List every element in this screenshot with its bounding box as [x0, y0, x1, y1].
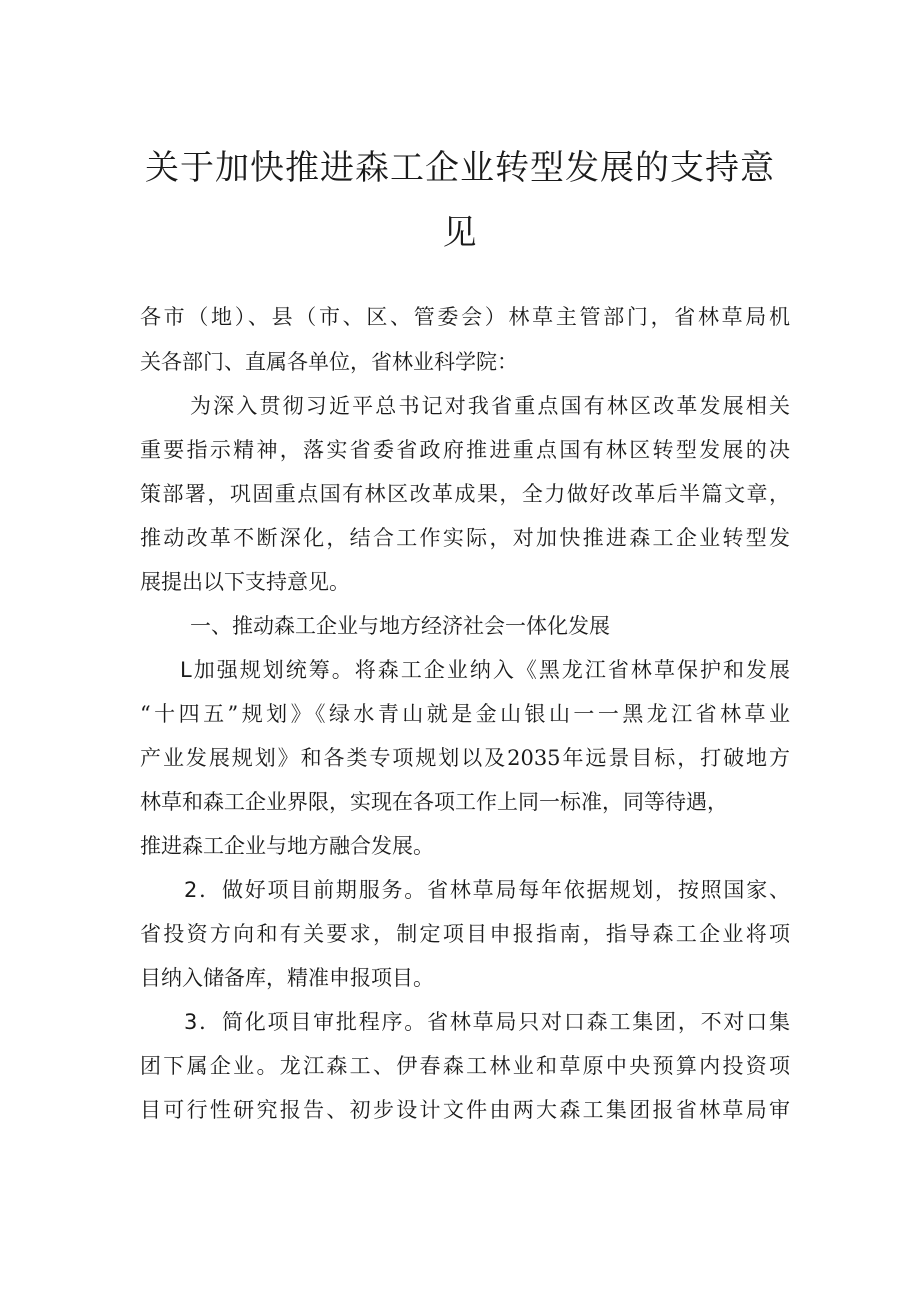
- item-3-first-rest: 省林草局只对口森工集团，不对口集: [427, 1010, 790, 1034]
- document-title-line-1: 关于加快推进森工企业转型发展的支持意: [145, 148, 775, 188]
- item-2-first-rest: 省林草局每年依据规划，按照国家、: [427, 878, 790, 902]
- addressee-line-1: 各市（地）、县（市、区、管委会）林草主管部门，省林草局机: [140, 305, 790, 329]
- intro-line-1: 为深入贯彻习近平总书记对我省重点国有林区改革发展相关: [190, 394, 790, 418]
- item-1-line-4: 林草和森工企业界限，实现在各项工作上同一标准，同等待遇，: [140, 790, 728, 814]
- item-3-lead: 3．简化项目审批程序。: [184, 1010, 428, 1034]
- item-1-line-3: 产业发展规划》和各类专项规划以及2035年远景目标，打破地方: [140, 746, 790, 770]
- intro-line-3: 策部署，巩固重点国有林区改革成果，全力做好改革后半篇文章，: [140, 482, 790, 506]
- item-1-line-2: “十四五”规划》《绿水青山就是金山银山一一黑龙江省林草业: [140, 702, 790, 726]
- item-3-line-3: 目可行性研究报告、初步设计文件由两大森工集团报省林草局审: [140, 1098, 790, 1122]
- item-3-first-line: [184, 1008, 790, 1036]
- document-title-line-2: 见: [442, 213, 478, 253]
- item-2-line-2: 省投资方向和有关要求，制定项目申报指南，指导森工企业将项: [140, 922, 790, 946]
- item-1-first-line: [180, 656, 790, 684]
- item-2-line-3: 目纳入储备库，精准申报项目。: [140, 966, 434, 990]
- section-1-heading: 一、推动森工企业与地方经济社会一体化发展: [190, 614, 610, 638]
- intro-line-5: 展提出以下支持意见。: [140, 570, 350, 594]
- item-1-line-5: 推进森工企业与地方融合发展。: [140, 834, 434, 858]
- item-3-line-2: 团下属企业。龙江森工、伊春森工林业和草原中央预算内投资项: [140, 1054, 790, 1078]
- item-2-first-line: [184, 876, 790, 904]
- item-1-lead: L加强规划统筹。: [180, 658, 355, 682]
- addressee-line-2: 关各部门、直属各单位，省林业科学院：: [140, 350, 518, 374]
- item-2-lead: 2．做好项目前期服务。: [184, 878, 428, 902]
- intro-line-2: 重要指示精神，落实省委省政府推进重点国有林区转型发展的决: [140, 438, 790, 462]
- item-1-first-rest: 将森工企业纳入《黑龙江省林草保护和发展: [354, 658, 791, 682]
- intro-line-4: 推动改革不断深化，结合工作实际，对加快推进森工企业转型发: [140, 526, 790, 550]
